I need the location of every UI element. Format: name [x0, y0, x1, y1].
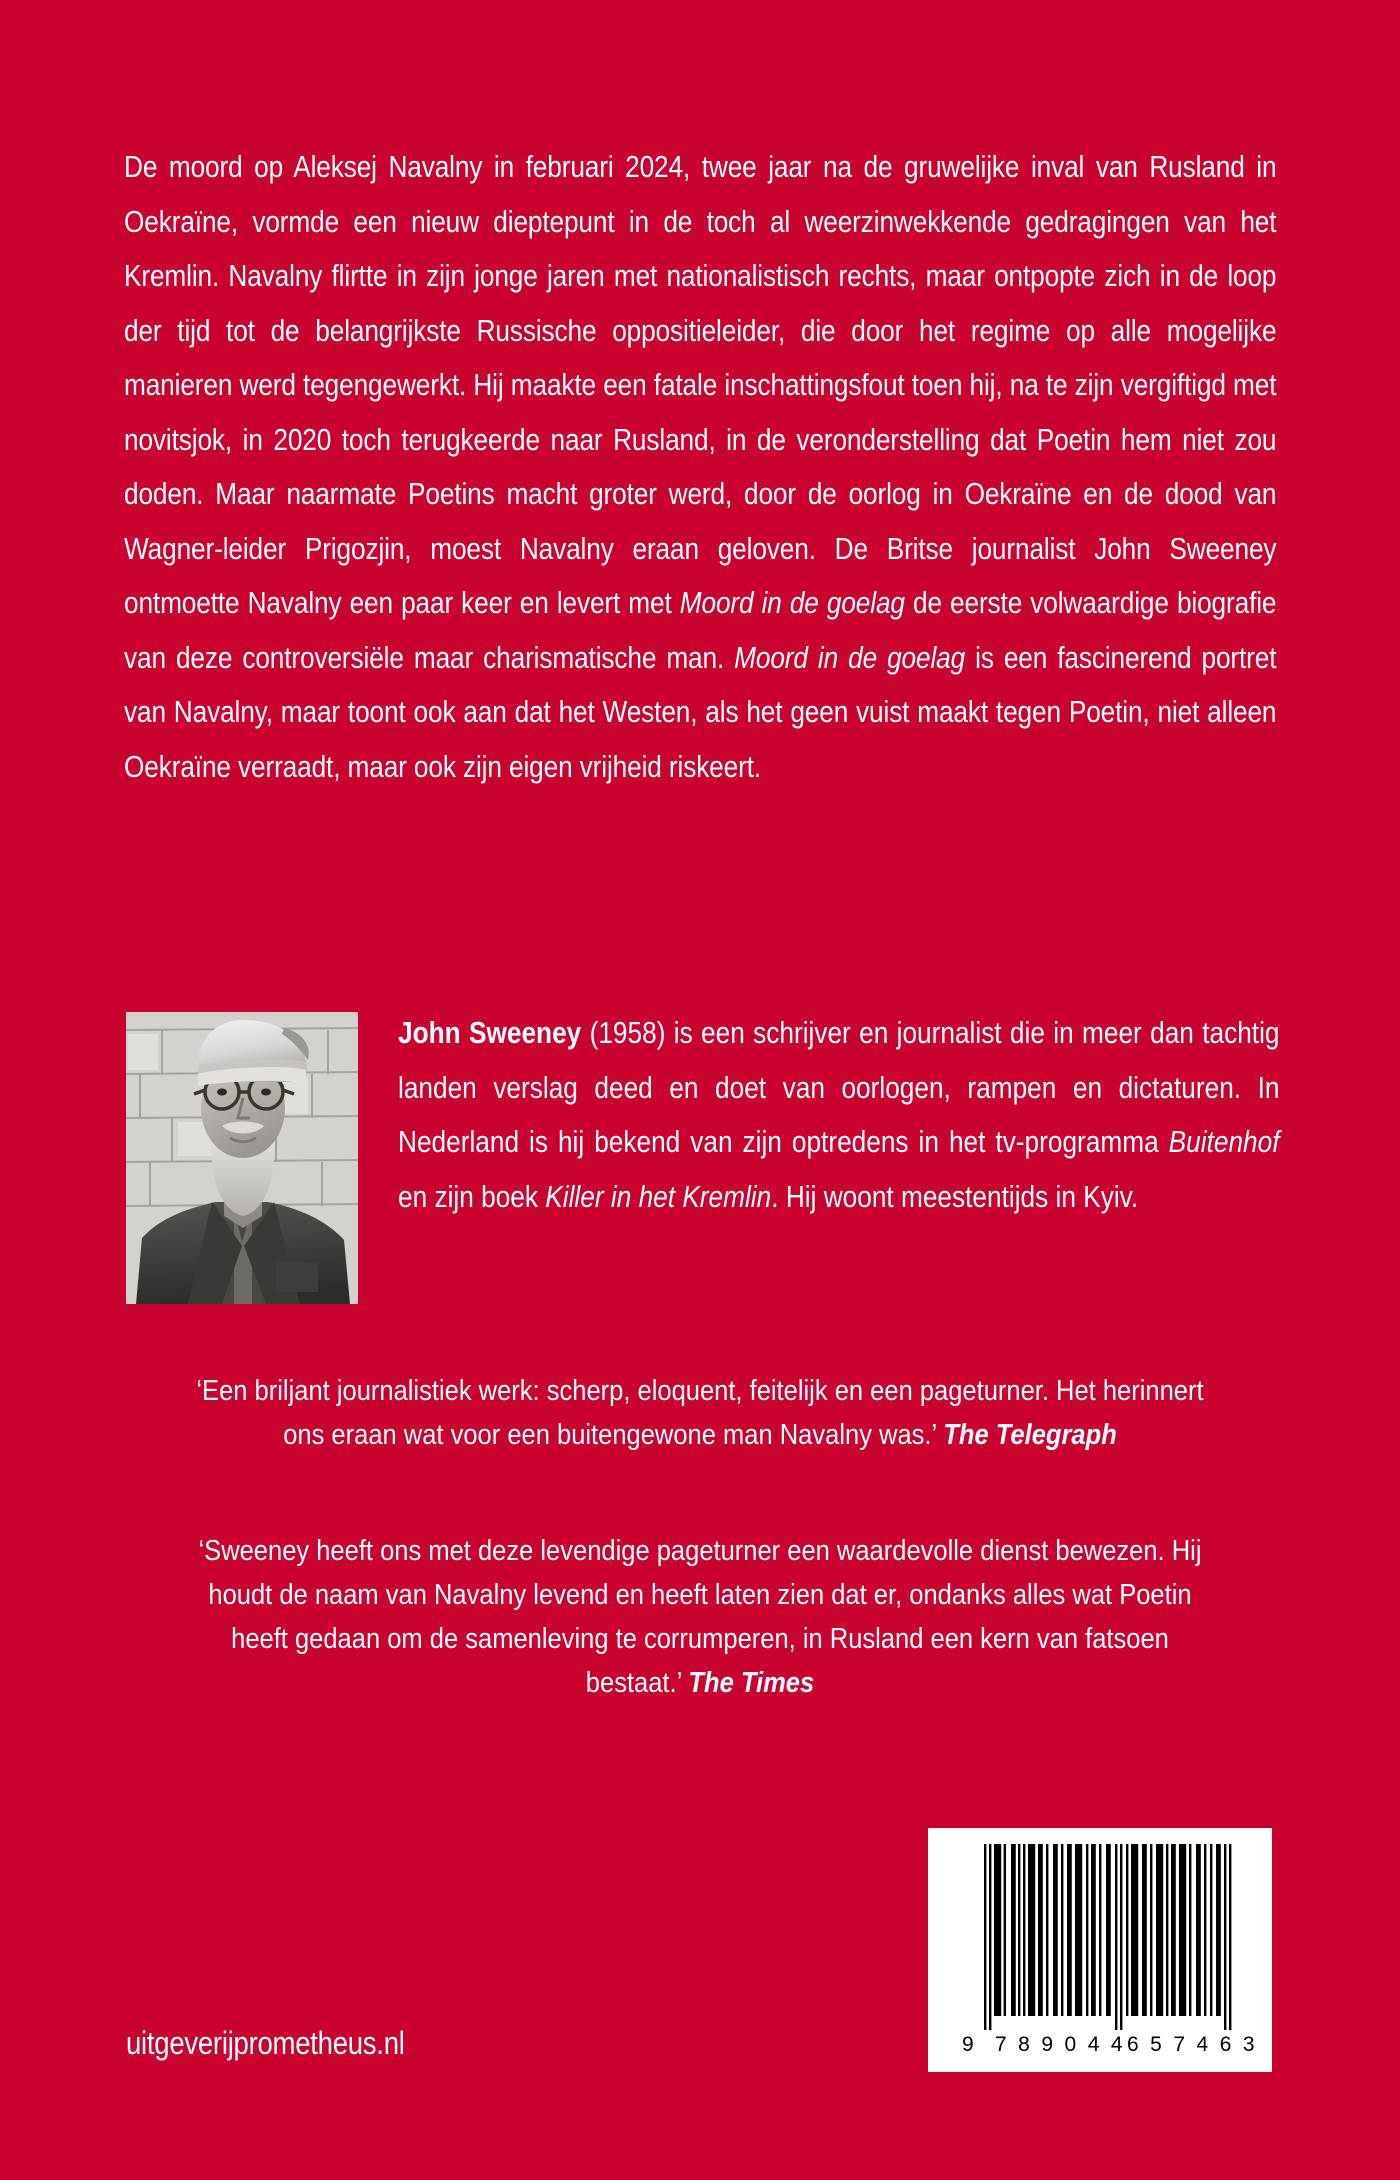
blurb-text-part-2: de eerste volwaardige biografie van deze controversiële maar charismatische man.: [124, 586, 1277, 675]
review-quote-telegraph: [124, 1369, 1276, 1457]
author-bio-part-3: . Hij woont meestentijds in Kyiv.: [771, 1179, 1139, 1214]
quote-source: The Telegraph: [943, 1419, 1117, 1451]
author-photo: [126, 1012, 358, 1304]
tv-program-italic: Buitenhof: [1168, 1125, 1280, 1159]
author-portrait-illustration: [126, 1012, 358, 1304]
author-bio-part-1: is een schrijver en journalist die in meer dan tachtig landen verslag deed en doet van oorlogen, rampen en dictaturen. In Nederland is hij bekend van zijn optredens in het tv-programma: [398, 1016, 1280, 1159]
barcode-panel: [928, 1828, 1272, 2072]
publisher-website[interactable]: [126, 2025, 450, 2062]
barcode-lead-digit: 9: [962, 2033, 974, 2056]
barcode: [960, 1844, 1267, 2056]
barcode-bars-icon: [960, 1844, 1246, 2056]
book-title-italic-1: Moord in de goelag: [679, 586, 905, 620]
publisher-website-label: uitgeverijprometheus.nl: [126, 2025, 405, 2061]
blurb-text-part-1: De moord op Aleksej Navalny in februari 2024, twee jaar na de gruwelijke inval van Rusland in Oekraïne, vormde een nieuw dieptepunt in de toch al weerzinwekkende gedragingen van het Kremlin. Navalny flirtte in zijn jonge jaren met nationalistisch rechts, maar ontpopte zich in de loop der tijd tot de belangrijkste Russische oppositieleider, die door het regime op alle mogelijke manieren werd tegengewerkt. Hij maakte een fatale inschattingsfout toen hij, na te zijn vergiftigd met novitsjok, in 2020 toch terugkeerde naar Rusland, in de veronderstelling dat Poetin hem niet zou doden. Maar naarmate Poetins macht groter werd, door de oorlog in Oekraïne en de dood van Wagner-leider Prigozjin, moest Navalny eraan geloven. De Britse journalist John Sweeney ontmoette Navalny een paar keer en levert met: [124, 150, 1277, 620]
author-block: [126, 1012, 1280, 1304]
review-quote-times: [124, 1529, 1276, 1705]
author-birth-year: (1958): [589, 1016, 666, 1050]
author-bio-part-2: en zijn boek: [398, 1179, 546, 1214]
blurb-paragraph: [124, 140, 1276, 794]
author-bio: [398, 1006, 1280, 1224]
other-book-italic: Killer in het Kremlin: [545, 1179, 772, 1214]
quote-source: The Times: [688, 1667, 815, 1699]
book-title-italic-2: Moord in de goelag: [734, 640, 966, 675]
quote-text: ‘Een briljant journalistiek werk: scherp, eloquent, feitelijk en een pageturner. Het herinnert ons eraan wat voor een buitengewone man Navalny was.’: [196, 1375, 1204, 1451]
barcode-left-group: 789044: [995, 2033, 1135, 2056]
blurb-text-part-3: is een fascinerend portret van Navalny, maar toont ook aan dat het Westen, als het geen vuist maakt tegen Poetin, niet alleen Oekraïne verraadt, maar ook zijn eigen vrijheid riskeert.: [124, 640, 1277, 784]
author-name: John Sweeney: [398, 1016, 582, 1050]
quote-text: ‘Sweeney heeft ons met deze levendige pageturner een waardevolle dienst bewezen. Hij houdt de naam van Navalny levend en heeft laten zien dat er, ondanks alles wat Poetin heeft gedaan om de samenleving te corrumperen, in Rusland een kern van fatsoen bestaat.’: [198, 1535, 1202, 1699]
barcode-right-group: 657463: [1127, 2033, 1267, 2056]
